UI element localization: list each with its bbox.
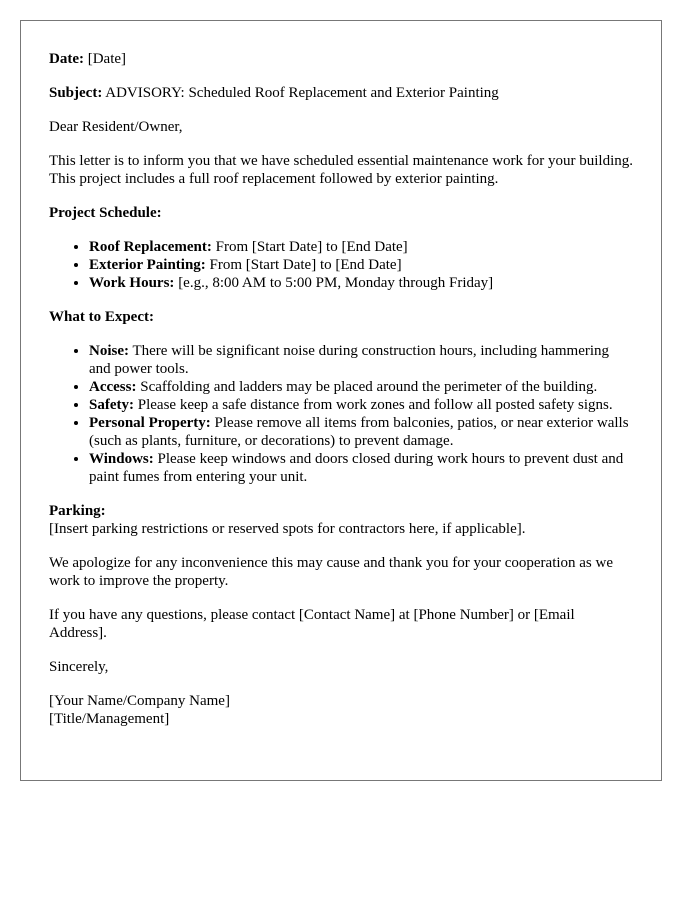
parking-text: [Insert parking restrictions or reserved spots for contractors here, if applicable]. — [49, 521, 526, 537]
subject-label: Subject: — [49, 85, 103, 101]
schedule-item-label: Exterior Painting: — [89, 257, 206, 273]
greeting: Dear Resident/Owner, — [49, 119, 183, 135]
schedule-item-text: [e.g., 8:00 AM to 5:00 PM, Monday through Friday] — [174, 275, 494, 291]
expect-item-label: Windows: — [89, 451, 154, 467]
list-item — [89, 256, 633, 274]
apology-paragraph: We apologize for any inconvenience this may cause and thank you for your cooperation as we work to improve the property. — [49, 555, 614, 589]
expect-item-text: Please remove all items from balconies, patios, or near exterior walls (such as plants, furniture, or decorations) to prevent damage. — [89, 415, 629, 449]
expect-item-text: Please keep windows and doors closed during work hours to prevent dust and paint fumes from entering your unit. — [89, 451, 624, 485]
list-item — [89, 450, 633, 486]
parking-heading: Parking: — [49, 503, 106, 519]
date-label: Date: — [49, 51, 84, 67]
expect-heading: What to Expect: — [49, 309, 154, 325]
signature-name: [Your Name/Company Name] — [49, 693, 230, 709]
expect-item-text: Please keep a safe distance from work zones and follow all posted safety signs. — [134, 397, 613, 413]
schedule-item-text: From [Start Date] to [End Date] — [211, 239, 408, 255]
schedule-heading: Project Schedule: — [49, 205, 162, 221]
list-item — [89, 378, 633, 396]
schedule-item-label: Work Hours: — [89, 275, 175, 291]
date-line — [49, 50, 633, 68]
date-value: [Date] — [83, 51, 127, 67]
schedule-item-text: From [Start Date] to [End Date] — [205, 257, 402, 273]
list-item — [89, 414, 633, 450]
expect-item-label: Noise: — [89, 343, 129, 359]
expect-list — [49, 342, 633, 486]
list-item — [89, 396, 633, 414]
intro-paragraph: This letter is to inform you that we have scheduled essential maintenance work for your building. This project includes a full roof replacement followed by exterior painting. — [49, 153, 634, 187]
list-item — [89, 342, 633, 378]
expect-item-text: Scaffolding and ladders may be placed around the perimeter of the building. — [136, 379, 598, 395]
parking-section — [49, 502, 633, 538]
expect-item-text: There will be significant noise during construction hours, including hammering and power tools. — [89, 343, 610, 377]
subject-line — [49, 84, 633, 102]
schedule-item-label: Roof Replacement: — [89, 239, 212, 255]
signature-title: [Title/Management] — [49, 711, 170, 727]
expect-item-label: Access: — [89, 379, 137, 395]
letter — [20, 20, 662, 781]
list-item — [89, 274, 633, 292]
signature-block — [49, 692, 633, 728]
contact-paragraph: If you have any questions, please contact [Contact Name] at [Phone Number] or [Email Address]. — [49, 607, 575, 641]
closing: Sincerely, — [49, 659, 109, 675]
subject-value: ADVISORY: Scheduled Roof Replacement and Exterior Painting — [102, 85, 499, 101]
expect-item-label: Personal Property: — [89, 415, 211, 431]
expect-item-label: Safety: — [89, 397, 134, 413]
list-item — [89, 238, 633, 256]
schedule-list — [49, 238, 633, 292]
